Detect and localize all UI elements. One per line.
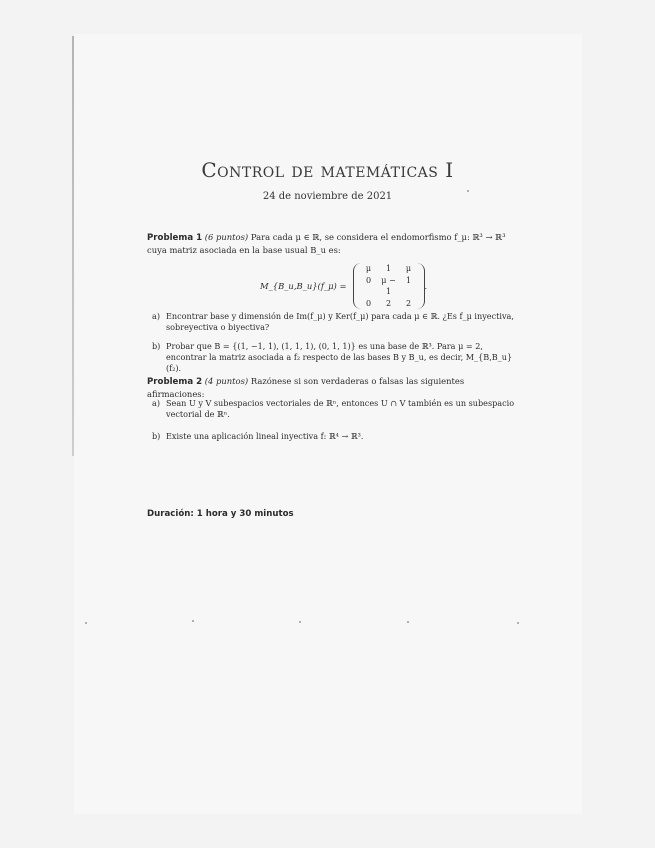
exam-duration: Duración: 1 hora y 30 minutos xyxy=(147,509,294,519)
problem-2-heading: Problema 2 xyxy=(147,377,203,387)
problem-2-intro xyxy=(147,375,522,400)
scan-speck xyxy=(192,620,194,622)
matrix-cell: μ xyxy=(365,264,372,273)
part-text: Probar que B = {(1, −1, 1), (1, 1, 1), (0, 1, 1)} es una base de ℝ³. Para μ = 2, encontrar la matriz asociada a f₂ respecto de las bases B y B_u, es decir, M_{B,B_u}(f₂). xyxy=(166,341,513,373)
matrix-cell: μ xyxy=(405,264,412,273)
problem-1-heading: Problema 1 xyxy=(147,233,203,243)
problem-1-intro xyxy=(147,231,522,256)
scan-speck xyxy=(467,190,469,192)
matrix-cell: 0 xyxy=(365,276,372,285)
part-text: Sean U y V subespacios vectoriales de ℝⁿ, entonces U ∩ V también es un subespacio vectorial de ℝⁿ. xyxy=(166,398,515,419)
matrix-cell: 1 xyxy=(385,264,392,273)
matrix xyxy=(353,263,425,309)
scan-speck xyxy=(407,621,409,623)
problem-2-part-b xyxy=(152,431,522,442)
matrix-cell: 2 xyxy=(405,299,412,308)
part-label: a) xyxy=(152,398,160,408)
part-label: b) xyxy=(152,431,161,441)
part-label: a) xyxy=(152,311,160,321)
part-text: Existe una aplicación lineal inyectiva f: ℝ⁴ → ℝ³. xyxy=(166,431,364,441)
scan-speck xyxy=(85,622,87,624)
document-date: 24 de noviembre de 2021 xyxy=(262,191,393,202)
problem-1-points: (6 puntos) xyxy=(204,232,249,242)
problem-1-part-b xyxy=(152,341,522,374)
scan-speck xyxy=(517,622,519,624)
part-text: Encontrar base y dimensión de Im(f_μ) y Ker(f_μ) para cada μ ∈ ℝ. ¿Es f_μ inyectiva, sobreyectiva o biyectiva? xyxy=(166,311,514,332)
problem-1-text: Para cada μ ∈ ℝ, se considera el endomorfismo f_μ: ℝ³ → ℝ³ cuya matriz asociada en la base usual B_u es: xyxy=(147,232,506,255)
scan-speck xyxy=(299,621,301,623)
matrix-cell: 0 xyxy=(365,299,372,308)
problem-1-part-a xyxy=(152,311,522,333)
matrix-cell: 2 xyxy=(385,299,392,308)
matrix-cell: 1 xyxy=(405,276,412,285)
matrix-label: M_{B_u,B_u}(f_μ) = xyxy=(260,281,347,291)
problem-2-points: (4 puntos) xyxy=(204,376,249,386)
matrix-equation xyxy=(260,263,427,309)
document-title: Control de matemáticas I xyxy=(201,158,454,182)
problem-2-text: Razónese si son verdaderas o falsas las siguientes afirmaciones: xyxy=(147,376,465,399)
matrix-cell: μ − 1 xyxy=(381,276,396,296)
matrix-end-period: . xyxy=(424,281,428,291)
problem-2-part-a xyxy=(152,398,522,420)
part-label: b) xyxy=(152,341,161,351)
paper-sheet xyxy=(74,34,582,814)
